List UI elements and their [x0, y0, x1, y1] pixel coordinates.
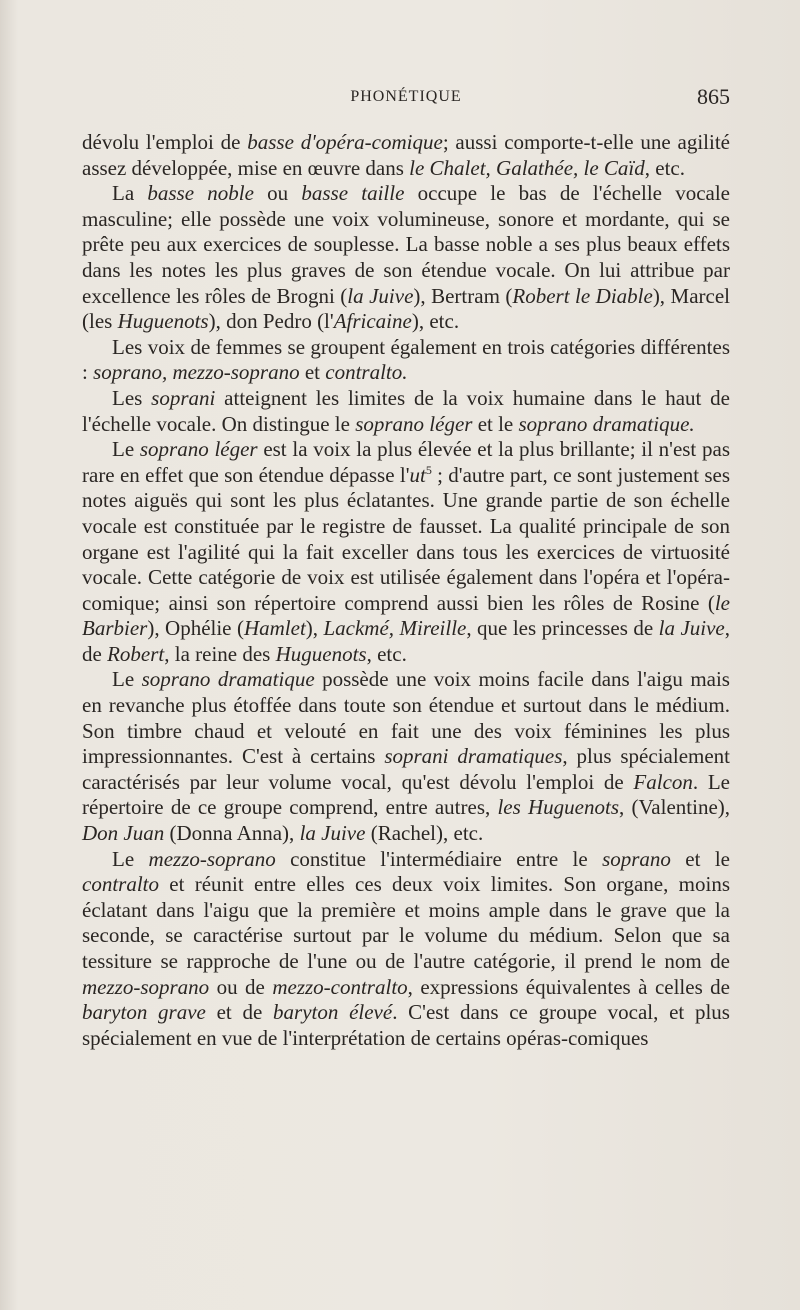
- text-run: ou de: [209, 974, 273, 999]
- italic-run: soprano dramatique: [141, 667, 315, 692]
- text-run: ), don Pedro (l': [208, 309, 334, 334]
- paragraph: [82, 667, 730, 846]
- paragraph: [82, 181, 730, 335]
- text-run: . Le répertoire de ce groupe comprend, entre autres,: [82, 769, 730, 820]
- text-run: et réunit entre elles ces deux voix limites. Son organe, moins éclatant dans l'aigu que la première et moins ample dans le grave que la seconde, se caractérise surtout par le volume du médium. Selon que sa tessiture se rapproche de l'une ou de l'autre catégorie, il prend le nom de: [82, 872, 730, 973]
- text-run: et de: [205, 1000, 274, 1025]
- text-run: dévolu l'emploi de: [82, 130, 248, 154]
- text-run: Les: [112, 385, 152, 410]
- text-run: , etc.: [644, 155, 685, 180]
- italic-run: la Juive: [658, 616, 725, 641]
- text-run: . C'est dans ce groupe vocal, et plus spécialement en vue de l'interprétation de certains opéras-comiques: [82, 1000, 730, 1050]
- italic-run: contralto.: [325, 360, 408, 385]
- italic-run: ut: [409, 462, 426, 487]
- italic-run: le Barbier: [82, 590, 730, 641]
- italic-run: mezzo-soprano: [148, 846, 276, 871]
- text-run: ; aussi comporte-t-elle une agilité assez développée, mise en œuvre dans: [82, 130, 730, 180]
- text-run: Le: [112, 846, 149, 871]
- italic-run: basse d'opéra-comique: [247, 130, 443, 154]
- italic-run: baryton grave: [82, 1000, 206, 1025]
- italic-run: Robert le Diable: [512, 283, 653, 308]
- paragraph: [82, 847, 730, 1052]
- paragraph: [82, 386, 730, 437]
- italic-run: Hamlet: [243, 616, 306, 641]
- text-run: ), Bertram (: [413, 283, 513, 308]
- text-run: et: [299, 360, 326, 385]
- italic-run: Africaine: [333, 309, 412, 334]
- italic-run: Don Juan: [82, 821, 165, 846]
- running-title: PHONÉTIQUE: [350, 88, 462, 105]
- italic-run: la Juive: [347, 283, 414, 308]
- italic-run: la Juive: [299, 821, 366, 846]
- text-run: et le: [670, 846, 730, 871]
- text-run: , que les princesses de: [466, 616, 659, 641]
- text-run: Le: [112, 437, 140, 462]
- text-run: (Donna Anna),: [164, 821, 300, 846]
- text-run: , de: [82, 616, 730, 666]
- text-run: possède une voix moins facile dans l'aigu mais en revanche plus étoffée dans toute son étendue et surtout dans le médium. Son timbre chaud et velouté en fait une des voix féminines les plus impressionnantes. C'est à certains: [82, 667, 730, 769]
- italic-run: soprano léger: [355, 411, 473, 436]
- page-number: 865: [697, 84, 730, 109]
- text-run: ou: [253, 181, 302, 206]
- text-run: est la voix la plus élevée et la plus brillante; il n'est pas rare en effet que son étendue dépasse l': [82, 437, 730, 487]
- running-head: [82, 84, 730, 116]
- italic-run: soprano léger: [139, 437, 258, 462]
- paragraph: [82, 437, 730, 667]
- italic-run: soprani: [151, 385, 216, 410]
- italic-run: soprano: [602, 846, 671, 871]
- italic-run: soprani dramatiques: [384, 744, 563, 769]
- superscript: 5: [425, 462, 432, 477]
- text-run: occupe le bas de l'échelle vocale masculine; elle possède une voix volumineuse, sonore et mordante, qui se prête peu aux exercices de souplesse. La basse noble a ses plus beaux effets dans les notes les plus graves de son étendue vocale. On lui attribue par excellence les rôles de Brogni (: [82, 181, 731, 308]
- text-run: ),: [305, 616, 324, 641]
- text-body: [82, 130, 730, 1051]
- text-run: atteignent les limites de la voix humaine dans le haut de l'échelle vocale. On distingue le: [82, 385, 730, 436]
- text-run: , etc.: [366, 641, 407, 666]
- text-run: (Rachel), etc.: [365, 821, 484, 846]
- italic-run: les Huguenots: [497, 795, 619, 820]
- italic-run: soprano dramatique.: [518, 411, 695, 436]
- italic-run: baryton élevé: [273, 1000, 393, 1025]
- text-run: , la reine des: [164, 641, 276, 666]
- italic-run: Huguenots: [117, 309, 209, 334]
- text-run: , expressions équivalentes à celles de: [407, 974, 731, 999]
- italic-run: basse noble: [147, 181, 254, 206]
- italic-run: Falcon: [633, 769, 693, 794]
- text-run: La: [112, 181, 148, 206]
- text-run: ; d'autre part, ce sont justement ses notes aiguës qui sont les plus éclatantes. Une grande partie de son échelle vocale est constituée par le registre de fausset. La qualité principale de son organe est l'agilité qui la fait exceller dans tous les exercices de virtuosité vocale. Cette catégorie de voix est utilisée également dans l'opéra et l'opéra-comique; ainsi son répertoire comprend aussi bien les rôles de Rosine (: [82, 462, 731, 615]
- italic-run: Lackmé, Mireille: [323, 616, 467, 641]
- text-run: ), etc.: [411, 309, 460, 334]
- italic-run: soprano, mezzo-soprano: [93, 360, 300, 385]
- text-run: constitue l'intermédiaire entre le: [275, 846, 603, 871]
- text-run: ), Ophélie (: [147, 616, 244, 641]
- paragraph: [82, 335, 730, 386]
- italic-run: le Chalet, Galathée, le Caïd: [409, 155, 645, 180]
- italic-run: mezzo-contralto: [272, 974, 408, 999]
- text-run: , plus spécialement caractérisés par leur volume vocal, qu'est dévolu l'emploi de: [82, 744, 731, 794]
- italic-run: Robert: [107, 641, 165, 666]
- text-run: et le: [472, 411, 519, 436]
- text-run: , (Valentine),: [619, 795, 731, 820]
- text-run: ), Marcel (les: [82, 283, 730, 334]
- paragraph: [82, 130, 730, 181]
- italic-run: mezzo-soprano: [82, 974, 210, 999]
- text-run: Les voix de femmes se groupent également en trois catégories différentes :: [82, 334, 730, 385]
- italic-run: Huguenots: [275, 641, 367, 666]
- italic-run: contralto: [82, 872, 159, 897]
- italic-run: basse taille: [301, 181, 405, 206]
- text-run: Le: [112, 667, 142, 692]
